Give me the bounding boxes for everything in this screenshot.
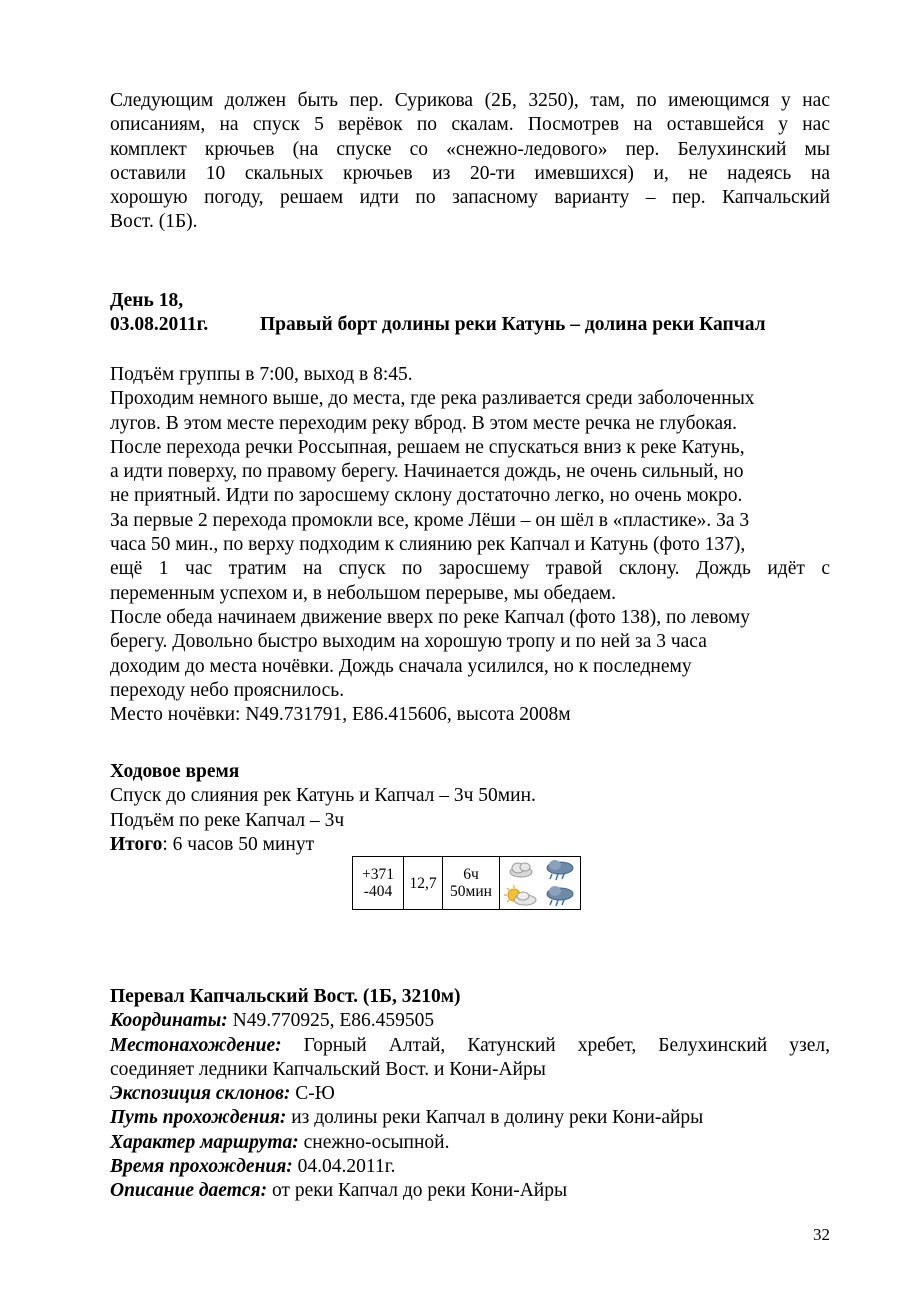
walking-time-title: Ходовое время: [110, 761, 240, 782]
text-line: часа 50 мин., по верху подходим к слиянию рек Капчал и Катунь (фото 137),: [110, 534, 746, 556]
text-line: хорошую погоду, решаем идти по запасному варианту – пер. Капчальский: [110, 187, 830, 209]
text-line: лугов. В этом месте переходим реку вброд. В этом месте речка не глубокая.: [110, 412, 737, 434]
rain-cloud-icon: [542, 859, 576, 881]
pass-section: [110, 985, 830, 1204]
text-line: За первые 2 перехода промокли все, кроме Лёши – он шёл в «пластике». За 3: [110, 509, 750, 531]
day-body: [110, 363, 830, 727]
text-line: Место ночёвки: N49.731791, E86.415606, высота 2008м: [110, 704, 571, 726]
intro-paragraph: [110, 89, 830, 235]
weather-icons: [500, 857, 580, 909]
walking-time-section: [110, 760, 830, 857]
text-line: описаниям, на спуск 5 верёвок по скалам. Посмотрев на оставшейся у нас: [110, 114, 830, 136]
text-line: Подъём группы в 7:00, выход в 8:45.: [110, 364, 413, 385]
weather-cell: [500, 857, 581, 910]
sun-cloud-icon: [504, 885, 538, 907]
text-line: переменным успехом и, в небольшом перерыве, мы обедаем.: [110, 582, 616, 604]
day-date: 03.08.2011г.: [110, 314, 209, 335]
descent-value: -404: [363, 883, 393, 900]
walking-line-ascent: Подъём по реке Капчал – 3ч: [110, 809, 345, 831]
day-route: Правый борт долины реки Катунь – долина реки Капчал: [260, 314, 766, 335]
pass-location: Местонахождение: Горный Алтай, Катунский хребет, Белухинский узел,: [110, 1034, 830, 1056]
time-cell: [443, 857, 500, 910]
text-line: переходу небо прояснилось.: [110, 679, 345, 701]
text-line: не приятный. Идти по заросшему склону достаточно легко, но очень мокро.: [110, 485, 743, 507]
walking-total-label: Итого: [110, 833, 163, 855]
pass-coords: Координаты: N49.770925, E86.459505: [110, 1010, 435, 1032]
text-line: После перехода речки Россыпная, решаем не спускаться вниз к реке Катунь,: [110, 436, 745, 458]
day-stats-table: [352, 856, 581, 910]
distance-cell: 12,7: [404, 857, 443, 910]
text-line: После обеда начинаем движение вверх по реке Капчал (фото 138), по левому: [110, 606, 750, 628]
text-line: доходим до места ночёвки. Дождь сначала усилился, но к последнему: [110, 655, 692, 677]
walking-total: [110, 833, 830, 857]
rain-cloud-icon: [542, 885, 576, 907]
text-line: комплект крючьев (на спуске со «снежно-ледового» пер. Белухинский мы: [110, 138, 830, 160]
ascent-value: +371: [362, 866, 394, 883]
day-heading: [110, 313, 766, 337]
text-line: Следующим должен быть пер. Сурикова (2Б, 3250), там, по имеющимся у нас: [110, 90, 830, 111]
day-label: День 18,: [110, 290, 184, 311]
text-line: ещё 1 час тратим на спуск по заросшему травой склону. Дождь идёт с: [110, 558, 830, 580]
pass-exposure: Экспозиция склонов: С-Ю: [110, 1083, 335, 1105]
time-minutes: 50мин: [450, 883, 492, 900]
walking-line-descent: Спуск до слияния рек Катунь и Капчал – 3ч 50мин.: [110, 785, 536, 807]
pass-time: Время прохождения: 04.04.2011г.: [110, 1156, 396, 1178]
text-line: а идти поверху, по правому берегу. Начинается дождь, не очень сильный, но: [110, 461, 744, 483]
text-line: Вост. (1Б).: [110, 211, 198, 233]
text-line: берегу. Довольно быстро выходим на хорошую тропу и по ней за 3 часа: [110, 631, 707, 653]
pass-location-cont: соединяет ледники Капчальский Вост. и Кони-Айры: [110, 1058, 546, 1080]
pass-description: Описание дается: от реки Капчал до реки Кони-Айры: [110, 1180, 568, 1202]
walking-total-value: : 6 часов 50 минут: [162, 833, 315, 855]
pass-character: Характер маршрута: снежно-осыпной.: [110, 1131, 450, 1153]
page-number: 32: [813, 1225, 830, 1244]
partly-cloudy-icon: [504, 859, 538, 879]
time-hours: 6ч: [463, 866, 479, 883]
text-line: оставили 10 скальных крючьев из 20-ти имевшихся) и, не надеясь на: [110, 162, 830, 184]
pass-path: Путь прохождения: из долины реки Капчал в долину реки Кони-айры: [110, 1107, 704, 1129]
elevation-cell: [353, 857, 404, 910]
text-line: Проходим немного выше, до места, где река разливается среди заболоченных: [110, 388, 755, 410]
pass-title: Перевал Капчальский Вост. (1Б, 3210м): [110, 986, 461, 1007]
